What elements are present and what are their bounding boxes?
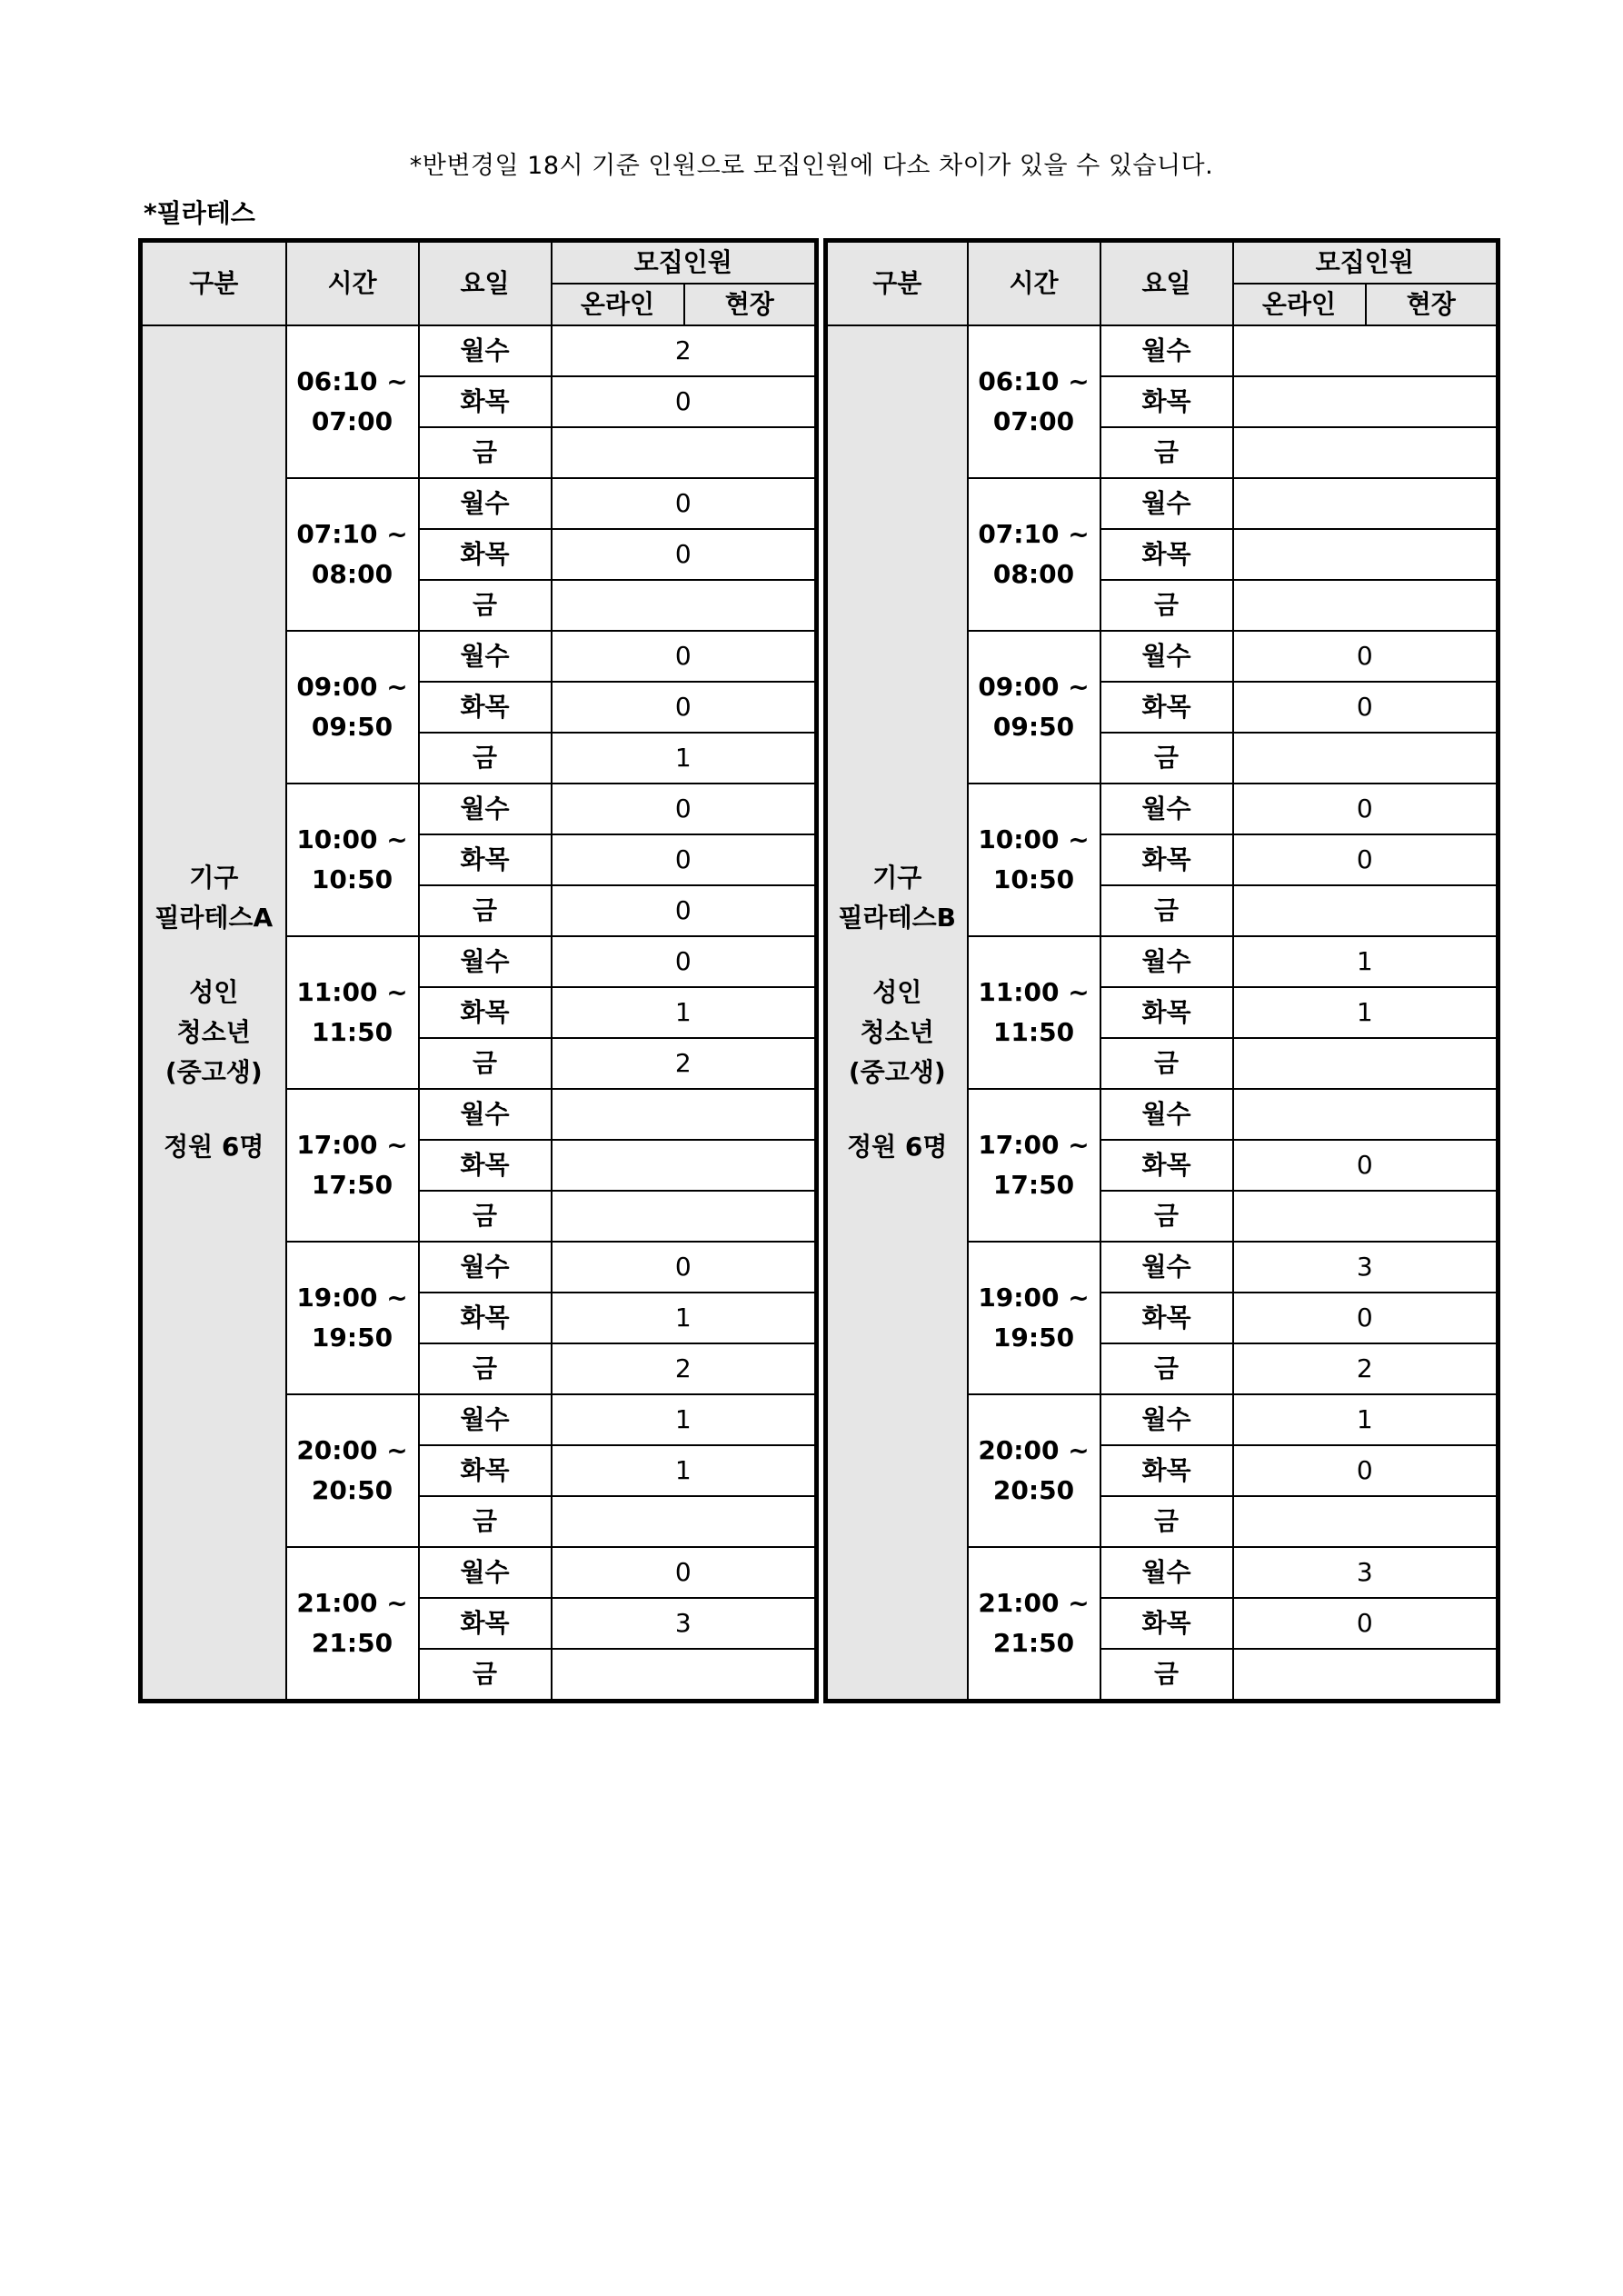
day-label: 금 xyxy=(1100,427,1233,478)
recruit-count: 1 xyxy=(552,1293,817,1343)
recruit-count: 1 xyxy=(552,987,817,1038)
day-label: 화목 xyxy=(1100,682,1233,733)
header-category: 구분 xyxy=(826,241,968,326)
recruit-count: 2 xyxy=(1233,1343,1499,1394)
day-label: 금 xyxy=(419,885,552,936)
time-slot: 11:00 ~ 11:50 xyxy=(968,936,1100,1089)
recruit-count: 1 xyxy=(1233,936,1499,987)
recruit-count xyxy=(1233,580,1499,631)
category-line4: 청소년 xyxy=(860,1017,934,1047)
recruit-count xyxy=(552,1191,817,1242)
time-slot: 09:00 ~ 09:50 xyxy=(968,631,1100,784)
day-label: 금 xyxy=(419,1191,552,1242)
recruit-count: 0 xyxy=(552,631,817,682)
day-label: 금 xyxy=(1100,1496,1233,1547)
recruit-count xyxy=(552,1140,817,1191)
recruit-count: 0 xyxy=(552,682,817,733)
day-label: 월수 xyxy=(1100,1394,1233,1445)
recruit-count: 2 xyxy=(552,325,817,376)
header-day: 요일 xyxy=(419,241,552,326)
day-label: 월수 xyxy=(419,936,552,987)
recruit-count xyxy=(1233,1089,1499,1140)
header-row xyxy=(826,241,1499,285)
day-label: 금 xyxy=(1100,1191,1233,1242)
day-label: 화목 xyxy=(1100,1598,1233,1649)
recruit-count: 0 xyxy=(552,885,817,936)
spacer xyxy=(143,1093,285,1127)
category-cell xyxy=(826,325,968,1702)
recruit-count xyxy=(1233,325,1499,376)
day-label: 월수 xyxy=(419,1089,552,1140)
time-slot: 21:00 ~ 21:50 xyxy=(968,1547,1100,1702)
recruit-count xyxy=(1233,376,1499,427)
time-slot: 19:00 ~ 19:50 xyxy=(286,1242,419,1394)
header-recruit: 모집인원 xyxy=(1233,241,1499,285)
recruit-count xyxy=(552,580,817,631)
day-label: 월수 xyxy=(419,1547,552,1598)
header-onsite: 현장 xyxy=(1366,284,1499,325)
day-label: 화목 xyxy=(419,834,552,885)
time-slot: 21:00 ~ 21:50 xyxy=(286,1547,419,1702)
recruit-count: 0 xyxy=(1233,631,1499,682)
day-label: 월수 xyxy=(419,1242,552,1293)
day-label: 금 xyxy=(419,733,552,784)
day-label: 월수 xyxy=(1100,325,1233,376)
category-line5: (중고생) xyxy=(848,1057,946,1087)
time-slot: 09:00 ~ 09:50 xyxy=(286,631,419,784)
recruit-count: 0 xyxy=(552,478,817,529)
day-label: 월수 xyxy=(1100,784,1233,834)
header-time: 시간 xyxy=(968,241,1100,326)
category-line6: 정원 6명 xyxy=(164,1132,264,1162)
spacer xyxy=(828,938,967,973)
recruit-count xyxy=(1233,427,1499,478)
time-slot: 17:00 ~ 17:50 xyxy=(286,1089,419,1242)
recruit-count: 2 xyxy=(552,1038,817,1089)
recruit-count xyxy=(1233,1496,1499,1547)
spacer xyxy=(143,938,285,973)
day-label: 월수 xyxy=(1100,936,1233,987)
recruit-count: 0 xyxy=(552,1547,817,1598)
header-category: 구분 xyxy=(141,241,286,326)
recruit-count: 0 xyxy=(552,1242,817,1293)
recruit-count: 0 xyxy=(1233,784,1499,834)
recruit-count: 3 xyxy=(1233,1547,1499,1598)
day-label: 화목 xyxy=(419,987,552,1038)
recruit-count: 0 xyxy=(1233,682,1499,733)
recruit-count: 2 xyxy=(552,1343,817,1394)
time-slot: 06:10 ~ 07:00 xyxy=(968,325,1100,478)
day-label: 금 xyxy=(419,427,552,478)
category-line4: 청소년 xyxy=(176,1017,251,1047)
recruit-count: 0 xyxy=(552,784,817,834)
recruit-count: 1 xyxy=(552,733,817,784)
day-label: 금 xyxy=(419,580,552,631)
day-label: 화목 xyxy=(1100,987,1233,1038)
category-line2: 필라테스A xyxy=(154,903,274,933)
day-label: 화목 xyxy=(419,376,552,427)
day-label: 월수 xyxy=(419,631,552,682)
day-label: 화목 xyxy=(419,529,552,580)
recruit-count: 0 xyxy=(1233,834,1499,885)
day-label: 금 xyxy=(1100,885,1233,936)
recruit-count: 0 xyxy=(552,936,817,987)
recruit-count xyxy=(1233,1038,1499,1089)
day-label: 화목 xyxy=(1100,529,1233,580)
day-label: 금 xyxy=(419,1038,552,1089)
recruit-count xyxy=(1233,733,1499,784)
category-line3: 성인 xyxy=(872,977,922,1007)
category-line3: 성인 xyxy=(189,977,239,1007)
time-slot: 20:00 ~ 20:50 xyxy=(968,1394,1100,1547)
day-label: 월수 xyxy=(1100,1242,1233,1293)
recruit-count xyxy=(552,1089,817,1140)
day-label: 월수 xyxy=(1100,1547,1233,1598)
recruit-count xyxy=(552,1496,817,1547)
day-label: 월수 xyxy=(1100,1089,1233,1140)
day-label: 금 xyxy=(1100,580,1233,631)
day-label: 금 xyxy=(1100,733,1233,784)
header-time: 시간 xyxy=(286,241,419,326)
day-label: 금 xyxy=(1100,1343,1233,1394)
time-slot: 10:00 ~ 10:50 xyxy=(286,784,419,936)
recruit-count: 1 xyxy=(1233,987,1499,1038)
day-label: 화목 xyxy=(419,682,552,733)
category-line1: 기구 xyxy=(872,863,922,893)
recruit-count: 0 xyxy=(552,834,817,885)
header-online: 온라인 xyxy=(552,284,684,325)
table-row xyxy=(141,325,817,376)
day-label: 월수 xyxy=(419,1394,552,1445)
recruit-count xyxy=(1233,529,1499,580)
recruit-count: 0 xyxy=(1233,1140,1499,1191)
recruit-count: 1 xyxy=(1233,1394,1499,1445)
day-label: 금 xyxy=(1100,1038,1233,1089)
category-line5: (중고생) xyxy=(164,1057,263,1087)
recruit-count: 1 xyxy=(552,1445,817,1496)
recruit-count xyxy=(1233,1649,1499,1702)
header-day: 요일 xyxy=(1100,241,1233,326)
day-label: 화목 xyxy=(419,1293,552,1343)
day-label: 화목 xyxy=(1100,834,1233,885)
recruit-count: 0 xyxy=(1233,1598,1499,1649)
day-label: 월수 xyxy=(1100,478,1233,529)
day-label: 월수 xyxy=(1100,631,1233,682)
category-line6: 정원 6명 xyxy=(847,1132,948,1162)
category-line2: 필라테스B xyxy=(838,903,957,933)
header-onsite: 현장 xyxy=(684,284,817,325)
recruit-count: 0 xyxy=(1233,1293,1499,1343)
schedule-table-a xyxy=(138,238,819,1703)
day-label: 화목 xyxy=(1100,1140,1233,1191)
recruit-count: 3 xyxy=(1233,1242,1499,1293)
recruit-count: 0 xyxy=(552,376,817,427)
time-slot: 17:00 ~ 17:50 xyxy=(968,1089,1100,1242)
recruit-count xyxy=(1233,885,1499,936)
recruit-count xyxy=(552,427,817,478)
day-label: 화목 xyxy=(419,1140,552,1191)
time-slot: 11:00 ~ 11:50 xyxy=(286,936,419,1089)
category-line1: 기구 xyxy=(189,863,239,893)
time-slot: 06:10 ~ 07:00 xyxy=(286,325,419,478)
notice-text: *반변경일 18시 기준 인원으로 모집인원에 다소 차이가 있을 수 있습니다. xyxy=(409,152,1214,180)
recruit-count: 0 xyxy=(552,529,817,580)
header-row xyxy=(141,241,817,285)
schedule-table-b xyxy=(823,238,1500,1703)
day-label: 금 xyxy=(419,1496,552,1547)
recruit-count: 0 xyxy=(1233,1445,1499,1496)
time-slot: 07:10 ~ 08:00 xyxy=(968,478,1100,631)
day-label: 금 xyxy=(419,1649,552,1702)
time-slot: 20:00 ~ 20:50 xyxy=(286,1394,419,1547)
spacer xyxy=(828,1093,967,1127)
recruit-count xyxy=(1233,1191,1499,1242)
day-label: 화목 xyxy=(1100,1293,1233,1343)
time-slot: 07:10 ~ 08:00 xyxy=(286,478,419,631)
recruit-count xyxy=(1233,478,1499,529)
table-row xyxy=(826,325,1499,376)
day-label: 화목 xyxy=(1100,376,1233,427)
day-label: 화목 xyxy=(419,1445,552,1496)
recruit-count: 1 xyxy=(552,1394,817,1445)
day-label: 월수 xyxy=(419,478,552,529)
day-label: 화목 xyxy=(1100,1445,1233,1496)
day-label: 금 xyxy=(1100,1649,1233,1702)
category-cell xyxy=(141,325,286,1702)
time-slot: 10:00 ~ 10:50 xyxy=(968,784,1100,936)
day-label: 금 xyxy=(419,1343,552,1394)
day-label: 화목 xyxy=(419,1598,552,1649)
header-recruit: 모집인원 xyxy=(552,241,817,285)
day-label: 월수 xyxy=(419,325,552,376)
day-label: 월수 xyxy=(419,784,552,834)
header-online: 온라인 xyxy=(1233,284,1366,325)
section-title: *필라테스 xyxy=(144,198,255,228)
recruit-count: 3 xyxy=(552,1598,817,1649)
recruit-count xyxy=(552,1649,817,1702)
time-slot: 19:00 ~ 19:50 xyxy=(968,1242,1100,1394)
